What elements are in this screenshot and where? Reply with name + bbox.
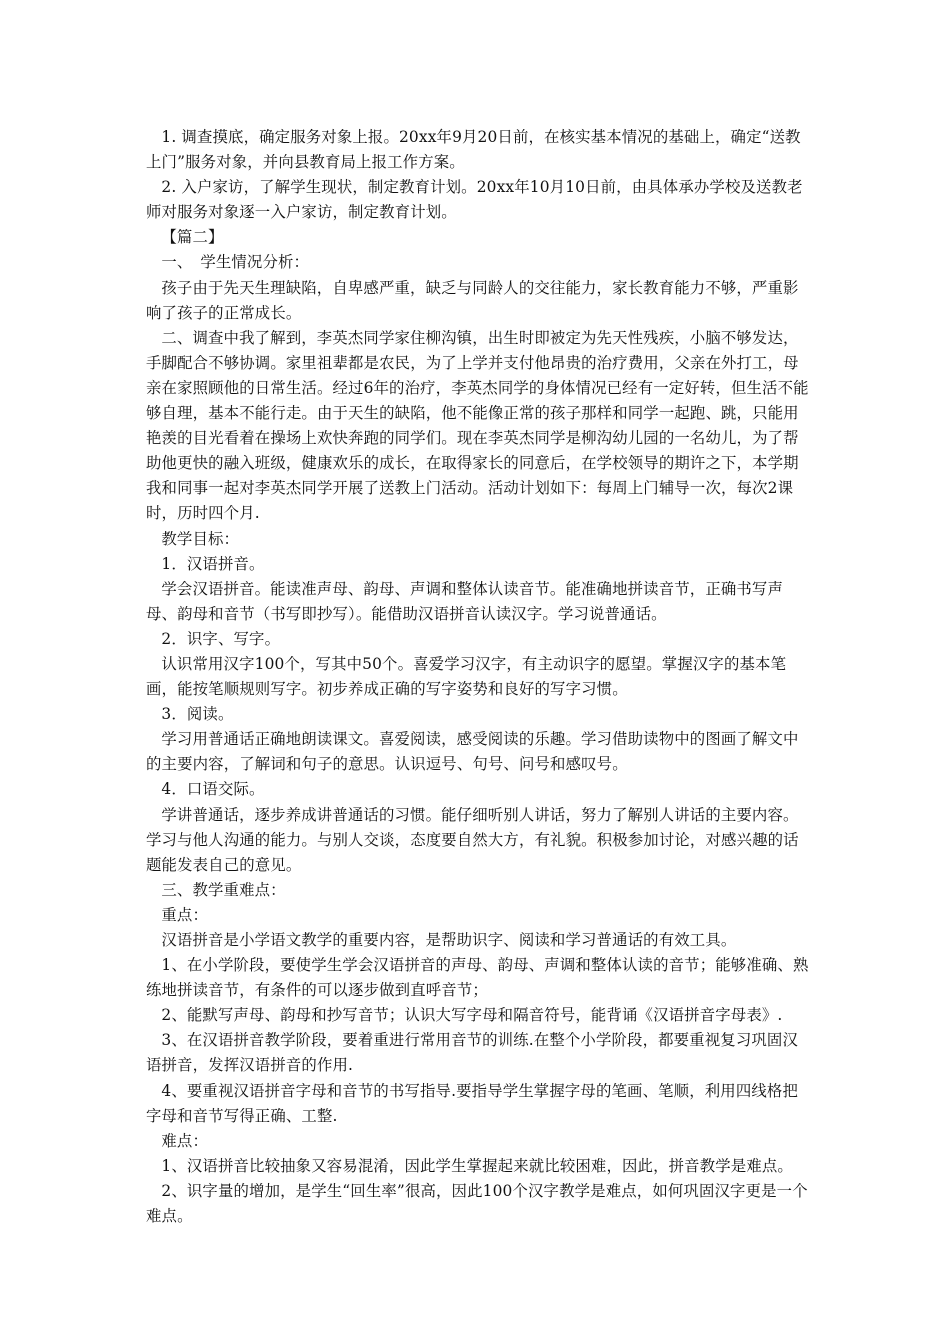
paragraph-child-condition: 孩子由于先天生理缺陷，自卑感严重，缺乏与同龄人的交往能力，家长教育能力不够，严重影响了孩子的正常成长。 xyxy=(146,278,799,322)
section-heading-part-two: 【篇二】 xyxy=(161,228,224,247)
heading-key-difficult-points: 三、教学重难点： xyxy=(161,880,286,899)
paragraph-oral-communication: 学讲普通话，逐步养成讲普通话的习惯。能仔细听别人讲话，努力了解别人讲话的主要内容。学习与他人沟通的能力。与别人交谈，态度要自然大方，有礼貌。积极参加讨论，对感兴趣的话题能发表自己的意见。 xyxy=(146,805,799,874)
paragraph-key-point-3: 3、在汉语拼音教学阶段，要着重进行常用音节的训练.在整个小学阶段，都要重视复习巩固汉语拼音，发挥汉语拼音的作用. xyxy=(146,1031,799,1075)
document-body xyxy=(146,125,810,1229)
paragraph-difficult-point-2: 2、识字量的增加，是学生“回生率”很高，因此100个汉字教学是难点，如何巩固汉字更是一个难点。 xyxy=(146,1181,808,1226)
paragraph-literacy: 认识常用汉字100个，写其中50个。喜爱学习汉字，有主动识字的愿望。掌握汉字的基本笔画，能按笔顺规则写字。初步养成正确的写字姿势和良好的写字习惯。 xyxy=(146,654,787,699)
paragraph-difficult-point-1: 1、汉语拼音比较抽象又容易混淆，因此学生掌握起来就比较困难，因此，拼音教学是难点。 xyxy=(161,1156,793,1175)
heading-student-analysis: 一、 学生情况分析： xyxy=(161,253,310,272)
paragraph-home-visit: 2. 入户家访，了解学生现状，制定教育计划。20xx年10月10日前，由具体承办学校及送教老师对服务对象逐一入户家访，制定教育计划。 xyxy=(146,178,803,222)
paragraph-key-point-2: 2、能默写声母、韵母和抄写音节；认识大写字母和隔音符号，能背诵《汉语拼音字母表》. xyxy=(161,1006,783,1025)
heading-literacy: 2．识字、写字。 xyxy=(161,629,281,648)
heading-reading: 3．阅读。 xyxy=(161,705,234,724)
paragraph-reading: 学习用普通话正确地朗读课文。喜爱阅读，感受阅读的乐趣。学习借助读物中的图画了解文中的主要内容，了解词和句子的意思。认识逗号、句号、问号和感叹号。 xyxy=(146,730,799,774)
heading-pinyin: 1．汉语拼音。 xyxy=(161,554,265,573)
heading-key-points: 重点： xyxy=(161,905,209,924)
paragraph-key-point-1: 1、在小学阶段，要使学生学会汉语拼音的声母、韵母、声调和整体认读的音节；能够准确、熟练地拼读音节，有条件的可以逐步做到直呼音节； xyxy=(146,956,809,1000)
paragraph-investigation: 二、调查中我了解到，李英杰同学家住柳沟镇，出生时即被定为先天性残疾，小脑不够发达，手脚配合不够协调。家里祖辈都是农民，为了上学并支付他昂贵的治疗费用，父亲在外打工，母亲在家照顾他的日常生活。经过6年的治疗，李英杰同学的身体情况已经有一定好转，但生活不能够自理，基本不能行走。由于天生的缺陷，他不能像正常的孩子那样和同学一起跑、跳，只能用艳羡的目光看着在操场上欢快奔跑的同学们。现在李英杰同学是柳沟幼儿园的一名幼儿，为了帮助他更快的融入班级，健康欢乐的成长，在取得家长的同意后，在学校领导的期许之下，本学期我和同事一起对李英杰同学开展了送教上门活动。活动计划如下：每周上门辅导一次，每次2课时，历时四个月. xyxy=(146,328,809,523)
heading-teaching-goals: 教学目标： xyxy=(161,529,240,548)
paragraph-key-point-4: 4、要重视汉语拼音字母和音节的书写指导.要指导学生掌握字母的笔画、笔顺，利用四线格把字母和音节写得正确、工整. xyxy=(146,1081,799,1125)
paragraph-key-points-intro: 汉语拼音是小学语文教学的重要内容，是帮助识字、阅读和学习普通话的有效工具。 xyxy=(161,931,737,949)
paragraph-survey: 1. 调查摸底，确定服务对象上报。20xx年9月20日前，在核实基本情况的基础上，确定“送教上门”服务对象，并向县教育局上报工作方案。 xyxy=(146,128,801,172)
heading-difficult-points: 难点： xyxy=(161,1131,209,1150)
heading-oral-communication: 4．口语交际。 xyxy=(161,780,265,799)
paragraph-pinyin: 学会汉语拼音。能读准声母、韵母、声调和整体认读音节。能准确地拼读音节，正确书写声母、韵母和音节（书写即抄写）。能借助汉语拼音认读汉字。学习说普通话。 xyxy=(146,579,784,623)
